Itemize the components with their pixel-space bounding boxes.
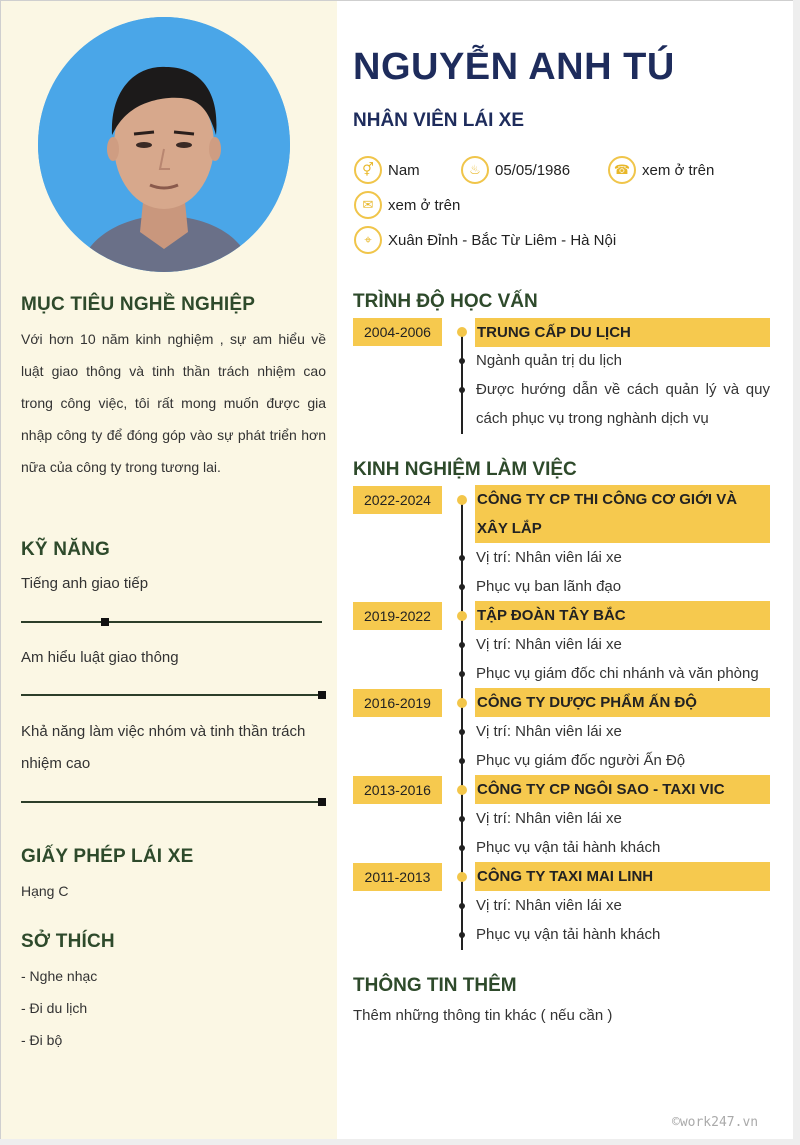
bullet-dot — [459, 387, 465, 393]
address-info — [354, 226, 616, 254]
experience-date: 2016-2019 — [353, 689, 442, 717]
experience-heading: CÔNG TY CP THI CÔNG CƠ GIỚI VÀ XÂY LẮP — [475, 485, 770, 543]
hobbies-title: SỞ THÍCH — [21, 931, 115, 952]
bullet-dot — [459, 584, 465, 590]
email-value: xem ở trên — [388, 196, 461, 214]
experience-date: 2011-2013 — [353, 863, 442, 891]
birthday-cake-icon: ♨ — [461, 156, 489, 184]
experience-heading: CÔNG TY TAXI MAI LINH — [475, 862, 770, 891]
timeline-dot — [457, 872, 467, 882]
avatar — [38, 17, 290, 272]
extra-info-text: Thêm những thông tin khác ( nếu cần ) — [353, 1007, 613, 1024]
address-value: Xuân Đỉnh - Bắc Từ Liêm - Hà Nội — [388, 231, 617, 249]
email-info — [354, 191, 460, 219]
skill-bar[interactable] — [21, 621, 322, 623]
experience-timeline-line — [461, 500, 463, 950]
avatar-photo — [38, 17, 290, 272]
hobby-item: - Đi bộ — [21, 1032, 63, 1048]
experience-date: 2022-2024 — [353, 486, 442, 514]
bullet-dot — [459, 671, 465, 677]
skills-title: KỸ NĂNG — [21, 539, 111, 560]
bullet-dot — [459, 729, 465, 735]
timeline-dot — [457, 495, 467, 505]
experience-heading: TẬP ĐOÀN TÂY BẮC — [475, 601, 770, 630]
job-title: NHÂN VIÊN LÁI XE — [353, 110, 525, 131]
license-title: GIẤY PHÉP LÁI XE — [21, 846, 194, 867]
education-title: TRÌNH ĐỘ HỌC VẤN — [353, 291, 538, 312]
experience-date: 2013-2016 — [353, 776, 442, 804]
bullet-dot — [459, 358, 465, 364]
gender-info — [354, 156, 420, 184]
gender-icon: ⚥ — [354, 156, 382, 184]
skill-level-handle[interactable] — [318, 798, 326, 806]
objective-text: Với hơn 10 năm kinh nghiệm , sự am hiểu về luật giao thông và tinh thần trách nhiệm cao trong công việc, tôi rất mong muốn được gia nhập công ty để đóng góp vào sự phát triển hơn nữa của công ty trong tương lai. — [21, 331, 326, 475]
experience-heading: CÔNG TY DƯỢC PHẨM ẤN ĐỘ — [475, 688, 770, 717]
education-bullet: Được hướng dẫn về cách quản lý và quy cách phục vụ trong nghành dịch vụ — [476, 381, 770, 427]
skill-label: Am hiểu luật giao thông — [21, 649, 179, 666]
phone-info — [608, 156, 714, 184]
experience-bullet: Phục vụ vận tải hành khách — [476, 926, 661, 943]
phone-value: xem ở trên — [642, 161, 715, 179]
experience-bullet: Vị trí: Nhân viên lái xe — [476, 549, 622, 566]
email-icon: ✉ — [354, 191, 382, 219]
experience-date: 2019-2022 — [353, 602, 442, 630]
page-bottom-edge — [0, 1139, 800, 1145]
experience-bullet: Vị trí: Nhân viên lái xe — [476, 723, 622, 740]
page-edge — [793, 0, 800, 1145]
bullet-dot — [459, 816, 465, 822]
education-heading: TRUNG CẤP DU LỊCH — [475, 318, 770, 347]
bullet-dot — [459, 758, 465, 764]
experience-heading: CÔNG TY CP NGÔI SAO - TAXI VIC — [475, 775, 770, 804]
timeline-dot — [457, 785, 467, 795]
timeline-dot — [457, 611, 467, 621]
candidate-name: NGUYỄN ANH TÚ — [353, 46, 675, 88]
education-bullet: Ngành quản trị du lịch — [476, 352, 622, 369]
education-timeline-line — [461, 332, 463, 434]
gender-value: Nam — [388, 161, 420, 179]
experience-title: KINH NGHIỆM LÀM VIỆC — [353, 459, 577, 480]
bullet-dot — [459, 642, 465, 648]
experience-bullet: Vị trí: Nhân viên lái xe — [476, 810, 622, 827]
hobby-item: - Nghe nhạc — [21, 968, 98, 984]
objective-title: MỤC TIÊU NGHỀ NGHIỆP — [21, 294, 256, 315]
bullet-dot — [459, 845, 465, 851]
timeline-dot — [457, 698, 467, 708]
bullet-dot — [459, 903, 465, 909]
education-date: 2004-2006 — [353, 318, 442, 346]
experience-bullet: Phục vụ giám đốc chi nhánh và văn phòng — [476, 665, 759, 682]
skill-level-handle[interactable] — [101, 618, 109, 626]
birthday-value: 05/05/1986 — [495, 161, 571, 179]
experience-bullet: Vị trí: Nhân viên lái xe — [476, 636, 622, 653]
timeline-dot — [457, 327, 467, 337]
location-icon: ⌖ — [354, 226, 382, 254]
skill-label: Tiếng anh giao tiếp — [21, 575, 149, 592]
skill-bar[interactable] — [21, 694, 322, 696]
bullet-dot — [459, 932, 465, 938]
extra-info-title: THÔNG TIN THÊM — [353, 975, 517, 996]
skill-bar[interactable] — [21, 801, 322, 803]
skill-label: Khả năng làm việc nhóm và tinh thần trách nhiệm cao — [21, 723, 306, 772]
license-value: Hạng C — [21, 883, 69, 899]
experience-bullet: Vị trí: Nhân viên lái xe — [476, 897, 622, 914]
hobby-item: - Đi du lịch — [21, 1000, 88, 1016]
watermark: ©work247.vn — [672, 1115, 759, 1130]
experience-bullet: Phục vụ vận tải hành khách — [476, 839, 661, 856]
bullet-dot — [459, 555, 465, 561]
skill-level-handle[interactable] — [318, 691, 326, 699]
experience-bullet: Phục vụ ban lãnh đạo — [476, 578, 622, 595]
phone-icon: ☎ — [608, 156, 636, 184]
birthday-info — [461, 156, 570, 184]
experience-bullet: Phục vụ giám đốc người Ấn Độ — [476, 752, 686, 769]
